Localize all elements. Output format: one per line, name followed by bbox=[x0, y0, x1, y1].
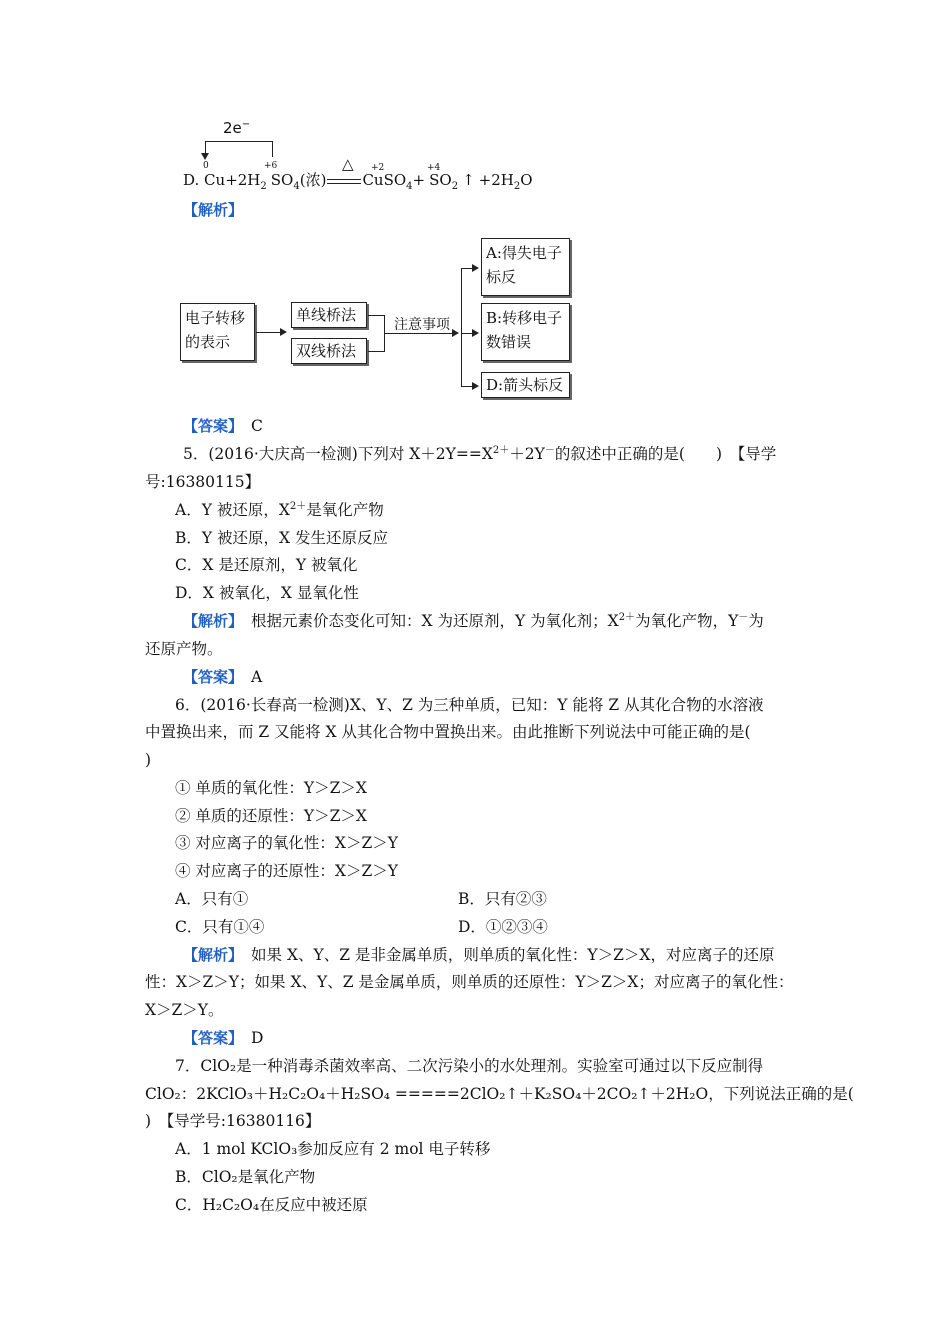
q5-line1: 5．(2016·大庆高一检测)下列对 $X+2Y==X^{2+}+2Y^-$的叙述中正确的是( ) 【导学 bbox=[183, 444, 777, 463]
ox-state-s-right: +4 bbox=[427, 163, 441, 173]
q5-option-a: A．Y 被还原，$X^{2+}$是氧化产物 bbox=[175, 500, 384, 519]
q6-statement-4: ④ 对应离子的还原性：X＞Z＞Y bbox=[175, 862, 398, 880]
q6-statement-1: ① 单质的氧化性：Y＞Z＞X bbox=[175, 779, 367, 797]
note-a-box: A:得失电子 标反 bbox=[481, 238, 570, 296]
q7-option-c: C．H₂C₂O₄在反应中被还原 bbox=[175, 1196, 368, 1214]
q6-option-d: D．①②③④ bbox=[458, 918, 548, 936]
q6-analysis-2: 性：X＞Z＞Y；如果 X、Y、Z 是金属单质，则单质的还原性：Y＞Z＞X；对应离子的氧化性： bbox=[145, 973, 794, 991]
q5-answer: 【答案】 A bbox=[183, 668, 263, 686]
ox-state-cu-right: +2 bbox=[371, 163, 385, 173]
q6-analysis-3: X＞Z＞Y。 bbox=[145, 1001, 224, 1019]
q7-line3: ) 【导学号:16380116】 bbox=[145, 1112, 321, 1130]
double-line-box: 双线桥法 bbox=[291, 338, 367, 364]
note-b-box: B:转移电子 数错误 bbox=[481, 303, 570, 361]
q6-option-b: B．只有②③ bbox=[458, 890, 547, 908]
ox-state-cu: 0 bbox=[203, 161, 209, 171]
note-label: 注意事项 bbox=[394, 317, 450, 333]
q5-option-b: B．Y 被还原，X 发生还原反应 bbox=[175, 529, 389, 547]
note-d-box: D:箭头标反 bbox=[481, 372, 570, 398]
ox-state-s-left: +6 bbox=[264, 161, 278, 171]
q5-option-d: D．X 被氧化，X 显氧化性 bbox=[175, 584, 359, 602]
q5-line2: 号:16380115】 bbox=[145, 473, 261, 491]
q6-statement-2: ② 单质的还原性：Y＞Z＞X bbox=[175, 807, 367, 825]
q7-option-a: A．1 mol KClO₃参加反应有 2 mol 电子转移 bbox=[175, 1140, 491, 1158]
electron-count: 2e− bbox=[223, 119, 251, 137]
heat-symbol: △ bbox=[342, 155, 354, 173]
electron-bracket-top bbox=[205, 141, 273, 142]
q6-line2: 中置换出来，而 Z 又能将 X 从其化合物中置换出来。由此推断下列说法中可能正确的是( bbox=[145, 723, 751, 741]
q7-option-b: B．ClO₂是氧化产物 bbox=[175, 1168, 316, 1186]
q6-option-c: C．只有①④ bbox=[175, 918, 265, 936]
q7-line2: ClO₂：2KClO₃＋H₂C₂O₄＋H₂SO₄ =====2ClO₂↑＋K₂SO₄＋2CO₂↑＋2H₂O，下列说法正确的是( bbox=[145, 1085, 854, 1103]
q5-analysis: 【解析】 根据元素价态变化可知：X 为还原剂，Y 为氧化剂；$X^{2+}$为氧化产物，Y－为 bbox=[183, 611, 764, 630]
equation-line: D. $Cu+2H_2$ $SO_4$(浓) CuSO$_4$+ $SO_2$ ↑ $+2H_2O$ bbox=[183, 171, 533, 192]
electron-bracket-right bbox=[272, 141, 273, 157]
answer-4: 【答案】 C bbox=[183, 417, 263, 435]
q6-line1: 6．(2016·长春高一检测)X、Y、Z 为三种单质，已知：Y 能将 Z 从其化合物的水溶液 bbox=[175, 696, 764, 714]
q6-analysis: 【解析】 如果 X、Y、Z 是非金属单质，则单质的氧化性：Y＞Z＞X，对应离子的还原 bbox=[183, 946, 775, 964]
analysis-tag: 【解析】 bbox=[183, 201, 244, 219]
diagram-root-box: 电子转移 的表示 bbox=[180, 303, 255, 361]
q7-line1: 7．ClO₂是一种消毒杀菌效率高、二次污染小的水处理剂。实验室可通过以下反应制得 bbox=[175, 1057, 764, 1075]
q6-statement-3: ③ 对应离子的氧化性：X＞Z＞Y bbox=[175, 834, 398, 852]
q6-line3: ) bbox=[145, 751, 152, 769]
q5-analysis-2: 还原产物。 bbox=[145, 640, 223, 658]
single-line-box: 单线桥法 bbox=[291, 302, 367, 328]
q6-option-a: A．只有① bbox=[175, 890, 249, 908]
q5-option-c: C．X 是还原剂，Y 被氧化 bbox=[175, 556, 358, 574]
q6-answer: 【答案】 D bbox=[183, 1029, 264, 1047]
